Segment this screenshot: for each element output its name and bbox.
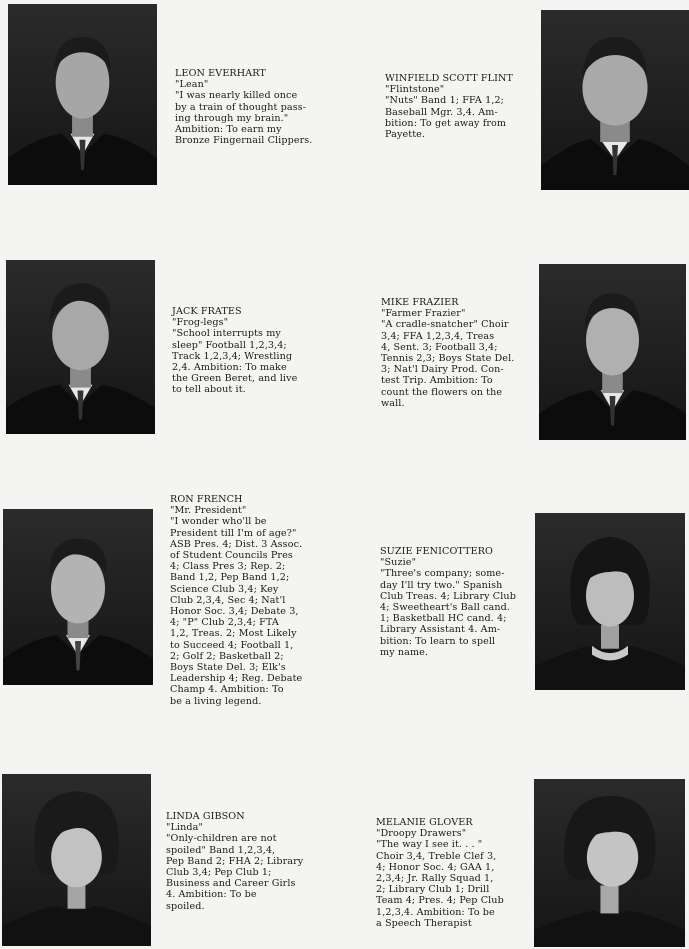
portrait-jack-frates [6,260,155,434]
portrait-mike-frazier [539,264,686,440]
student-nickname: "Frog-legs" [172,317,229,329]
student-bio [376,817,531,929]
student-name: WINFIELD SCOTT FLINT [385,73,514,84]
student-bio [175,68,335,146]
student-activities: "Three's company; some- day I'll try two." Spanish Club Treas. 4; Library Club 4; Sweetheart's Ball cand. 1; Basketball HC cand. 4; Library Assistant 4. Am- bition: To learn to spell my name. [380,568,516,658]
portrait-leon-everhart [8,4,157,185]
student-nickname: "Flintstone" [385,84,445,96]
student-nickname: "Linda" [166,822,204,834]
student-name: LEON EVERHART [175,68,266,79]
student-activities: "Nuts" Band 1; FFA 1,2; Baseball Mgr. 3,4. Am- bition: To get away from Payette. [385,95,507,141]
portrait-winfield-scott-flint [541,10,689,190]
student-name: JACK FRATES [172,306,242,317]
student-nickname: "Farmer Frazier" [381,308,466,320]
student-name: MIKE FRAZIER [381,297,459,308]
student-name: SUZIE FENICOTTERO [380,546,493,557]
portrait-suzie-fenicottero [535,513,685,690]
student-bio [385,73,535,140]
student-name: RON FRENCH [170,494,243,505]
student-activities: "Only-children are not spoiled" Band 1,2,3,4, Pep Band 2; FHA 2; Library Club 3,4; Pep Club 1; Business and Career Girls 4. Ambition: To be spoiled. [166,833,304,912]
student-nickname: "Lean" [175,79,209,91]
student-bio [380,546,532,658]
student-bio [172,306,332,396]
student-activities: "A cradle-snatcher" Choir 3,4; FFA 1,2,3,4, Treas 4, Sent. 3; Football 3,4; Tennis 2,3; Boys State Del. 3; Nat'l Dairy Prod. Con- test Trip. Ambition: To count the flowers on the wall. [381,319,515,409]
portrait-ron-french [3,509,153,685]
student-name: LINDA GIBSON [166,811,245,822]
portrait-melanie-glover [534,779,685,947]
student-nickname: "Droopy Drawers" [376,828,467,840]
student-bio [381,297,533,409]
portrait-linda-gibson [2,774,151,946]
student-activities: "I wonder who'll be President till I'm of age?" ASB Pres. 4; Dist. 3 Assoc. of Student Councils Pres 4; Class Pres 3; Rep. 2; Band 1,2, Pep Band 1,2; Science Club 3,4; Key Club 2,3,4, Sec 4; Nat'l Honor Soc. 3,4; Debate 3, 4; "P" Club 2,3,4; FTA 1,2, Treas. 2; Most Likely to Succeed 4; Football 1, 2; Golf 2; Basketball 2; Boys State Del. 3; Elk's Leadership 4; Reg. Debate Champ 4. Ambition: To be a living legend. [170,516,303,707]
student-activities: "The way I see it. . . " Choir 3,4, Treble Clef 3, 4; Honor Soc. 4; GAA 1, 2,3,4; Jr. Rally Squad 1, 2; Library Club 1; Drill Team 4; Pres. 4; Pep Club 1,2,3,4. Ambition: To be a Speech Therapist [376,839,504,929]
student-activities: "School interrupts my sleep" Football 1,2,3,4; Track 1,2,3,4; Wrestling 2,4. Ambition: To make the Green Beret, and live to tell about it. [172,328,298,396]
student-bio [166,811,326,912]
student-nickname: "Suzie" [380,557,417,569]
student-name: MELANIE GLOVER [376,817,473,828]
student-activities: "I was nearly killed once by a train of thought pass- ing through my brain." Ambition: To earn my Bronze Fingernail Clippers. [175,90,313,147]
student-nickname: "Mr. President" [170,505,247,517]
student-bio [170,494,330,707]
